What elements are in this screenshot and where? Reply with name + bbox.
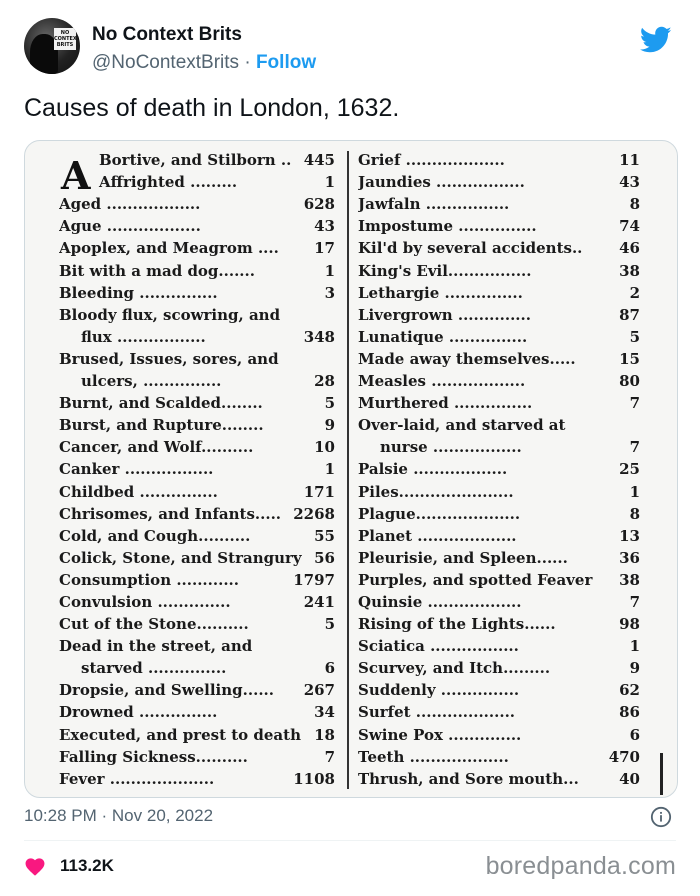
table-row bbox=[59, 412, 335, 434]
table-row bbox=[358, 523, 640, 545]
tweet-date: Nov 20, 2022 bbox=[111, 806, 214, 825]
cause-count: 43 bbox=[619, 173, 640, 192]
twitter-bird-icon[interactable] bbox=[640, 26, 672, 54]
table-row bbox=[358, 589, 640, 611]
table-row bbox=[358, 478, 640, 500]
cause-label: Burst, and Rupture........ bbox=[59, 416, 264, 435]
cause-count: 1 bbox=[629, 637, 640, 656]
table-row bbox=[59, 545, 335, 567]
table-row bbox=[358, 655, 640, 677]
cause-count: 13 bbox=[619, 526, 640, 545]
cause-count: 7 bbox=[629, 592, 640, 611]
avatar-logo: NO CONTEXT BRITS bbox=[54, 30, 80, 48]
cause-label: Burnt, and Scalded........ bbox=[59, 394, 263, 413]
cause-label: Swine Pox .............. bbox=[358, 725, 522, 744]
table-row bbox=[358, 191, 640, 213]
cause-label: Executed, and prest to death bbox=[59, 725, 301, 744]
cause-label: Plague.................... bbox=[358, 504, 521, 523]
cause-count: 18 bbox=[314, 725, 335, 744]
cause-count: 5 bbox=[629, 327, 640, 346]
cause-label: Cold, and Cough.......... bbox=[59, 526, 251, 545]
cause-count: 5 bbox=[324, 615, 335, 634]
table-row bbox=[358, 346, 640, 368]
cause-label: Jawfaln ................ bbox=[358, 195, 510, 214]
cause-count: 11 bbox=[619, 151, 640, 170]
cause-label: flux ................. bbox=[81, 327, 206, 346]
cause-label: Apoplex, and Meagrom .... bbox=[59, 239, 279, 258]
table-row bbox=[59, 501, 335, 523]
table-row bbox=[358, 257, 640, 279]
table-row bbox=[59, 368, 335, 390]
cause-count: 1 bbox=[629, 482, 640, 501]
cause-count: 40 bbox=[619, 769, 640, 788]
cause-count: 348 bbox=[303, 327, 335, 346]
table-row bbox=[59, 766, 335, 788]
cause-count: 628 bbox=[303, 195, 335, 214]
table-row bbox=[358, 412, 640, 434]
cause-count: 1 bbox=[324, 261, 335, 280]
table-row bbox=[358, 699, 640, 721]
cause-label: Made away themselves..... bbox=[358, 349, 576, 368]
cause-label: Palsie .................. bbox=[358, 460, 508, 479]
table-row bbox=[59, 235, 335, 257]
table-row bbox=[59, 257, 335, 279]
cause-count: 28 bbox=[314, 372, 335, 391]
cause-label: Falling Sickness.......... bbox=[59, 747, 248, 766]
table-row bbox=[358, 169, 640, 191]
table-row bbox=[59, 611, 335, 633]
tweet-time: 10:28 PM bbox=[24, 806, 97, 825]
cause-label: Drowned ............... bbox=[59, 703, 218, 722]
cause-count: 38 bbox=[619, 570, 640, 589]
cause-count: 1 bbox=[324, 173, 335, 192]
table-row bbox=[358, 545, 640, 567]
cause-label: Kil'd by several accidents.. bbox=[358, 239, 583, 258]
cause-count: 7 bbox=[324, 747, 335, 766]
cause-label: Ague .................. bbox=[59, 217, 201, 236]
cause-label: Bortive, and Stilborn .. bbox=[99, 151, 292, 170]
cause-label: Sciatica ................. bbox=[358, 637, 519, 656]
cause-label: Lethargie ............... bbox=[358, 283, 523, 302]
cause-label: Childbed ............... bbox=[59, 482, 218, 501]
cause-label: Dropsie, and Swelling...... bbox=[59, 681, 274, 700]
table-row bbox=[358, 235, 640, 257]
cause-label: Dead in the street, and bbox=[59, 637, 253, 656]
divider-line bbox=[24, 840, 676, 841]
table-row bbox=[358, 302, 640, 324]
cause-count: 34 bbox=[314, 703, 335, 722]
table-row bbox=[358, 280, 640, 302]
table-row bbox=[59, 589, 335, 611]
cause-count: 171 bbox=[303, 482, 335, 501]
cause-label: Aged .................. bbox=[59, 195, 201, 214]
table-row bbox=[59, 744, 335, 766]
cause-count: 9 bbox=[629, 659, 640, 678]
table-row bbox=[59, 191, 335, 213]
cause-label: Thrush, and Sore mouth... bbox=[358, 769, 579, 788]
table-row bbox=[358, 633, 640, 655]
cause-label: Over-laid, and starved at bbox=[358, 416, 566, 435]
cause-label: starved ............... bbox=[81, 659, 227, 678]
right-column bbox=[358, 147, 640, 788]
table-row bbox=[59, 456, 335, 478]
table-row bbox=[59, 390, 335, 412]
cause-count: 1108 bbox=[293, 769, 335, 788]
cause-count: 267 bbox=[303, 681, 335, 700]
watermark: boredpanda.com bbox=[485, 852, 676, 880]
table-row bbox=[358, 501, 640, 523]
cause-label: Lunatique ............... bbox=[358, 327, 528, 346]
table-row bbox=[59, 567, 335, 589]
cause-label: Impostume ............... bbox=[358, 217, 537, 236]
left-column bbox=[59, 147, 335, 788]
cause-count: 55 bbox=[314, 526, 335, 545]
cause-count: 56 bbox=[314, 548, 335, 567]
table-row bbox=[59, 655, 335, 677]
tweet-header bbox=[24, 16, 676, 80]
table-row bbox=[358, 434, 640, 456]
table-row bbox=[358, 456, 640, 478]
cause-label: Planet ................... bbox=[358, 526, 517, 545]
account-handle-line bbox=[92, 52, 316, 74]
cause-label: Canker ................. bbox=[59, 460, 214, 479]
cause-label: Scurvey, and Itch......... bbox=[358, 659, 551, 678]
account-name[interactable]: No Context Brits bbox=[92, 24, 242, 45]
table-row bbox=[358, 147, 640, 169]
table-row bbox=[358, 721, 640, 743]
table-row bbox=[59, 677, 335, 699]
cause-label: Jaundies ................. bbox=[358, 173, 525, 192]
cause-label: Cancer, and Wolf.......... bbox=[59, 438, 254, 457]
cause-count: 86 bbox=[619, 703, 640, 722]
table-row bbox=[59, 280, 335, 302]
cause-label: ulcers, ............... bbox=[81, 372, 222, 391]
cause-count: 8 bbox=[629, 195, 640, 214]
table-row bbox=[59, 169, 335, 191]
cause-label: King's Evil................ bbox=[358, 261, 532, 280]
cause-count: 10 bbox=[314, 438, 335, 457]
cause-label: Measles .................. bbox=[358, 372, 526, 391]
table-row bbox=[358, 766, 640, 788]
cause-label: Bit with a mad dog....... bbox=[59, 261, 255, 280]
heart-icon bbox=[24, 856, 46, 876]
cause-count: 62 bbox=[619, 681, 640, 700]
cause-label: Suddenly ............... bbox=[358, 681, 520, 700]
cause-label: Piles...................... bbox=[358, 482, 514, 501]
cause-label: Teeth ................... bbox=[358, 747, 509, 766]
cause-count: 2268 bbox=[293, 504, 335, 523]
cause-label: Quinsie .................. bbox=[358, 592, 522, 611]
account-handle[interactable]: @NoContextBrits bbox=[92, 52, 240, 73]
tweet-text: Causes of death in London, 1632. bbox=[24, 94, 400, 122]
table-row bbox=[59, 478, 335, 500]
column-divider bbox=[347, 151, 349, 789]
table-row bbox=[59, 346, 335, 368]
cause-count: 6 bbox=[629, 725, 640, 744]
cause-count: 1797 bbox=[293, 570, 335, 589]
cause-count: 46 bbox=[619, 239, 640, 258]
table-row bbox=[358, 324, 640, 346]
cause-count: 7 bbox=[629, 394, 640, 413]
cause-label: Pleurisie, and Spleen...... bbox=[358, 548, 568, 567]
table-row bbox=[358, 213, 640, 235]
cause-label: Grief ................... bbox=[358, 151, 505, 170]
table-row bbox=[59, 324, 335, 346]
edge-mark bbox=[660, 753, 663, 795]
cause-label: nurse ................. bbox=[380, 438, 522, 457]
date-separator: · bbox=[101, 806, 108, 825]
cause-count: 9 bbox=[324, 416, 335, 435]
cause-label: Convulsion .............. bbox=[59, 592, 231, 611]
tweet-image[interactable] bbox=[24, 140, 678, 798]
table-row bbox=[358, 390, 640, 412]
cause-count: 241 bbox=[303, 592, 335, 611]
table-row bbox=[59, 434, 335, 456]
cause-count: 2 bbox=[629, 283, 640, 302]
table-row bbox=[59, 699, 335, 721]
cause-count: 15 bbox=[619, 349, 640, 368]
cause-count: 17 bbox=[314, 239, 335, 258]
cause-count: 1 bbox=[324, 460, 335, 479]
cause-count: 98 bbox=[619, 615, 640, 634]
cause-label: Bleeding ............... bbox=[59, 283, 218, 302]
table-row bbox=[59, 147, 335, 169]
drop-cap: A bbox=[61, 153, 91, 198]
cause-label: Surfet ................... bbox=[358, 703, 516, 722]
cause-label: Affrighted ......... bbox=[99, 173, 238, 192]
cause-label: Consumption ............ bbox=[59, 570, 239, 589]
cause-label: Chrisomes, and Infants..... bbox=[59, 504, 282, 523]
cause-label: Cut of the Stone.......... bbox=[59, 615, 249, 634]
cause-count: 36 bbox=[619, 548, 640, 567]
cause-label: Rising of the Lights...... bbox=[358, 615, 556, 634]
cause-label: Fever .................... bbox=[59, 769, 215, 788]
cause-count: 7 bbox=[629, 438, 640, 457]
table-row bbox=[358, 677, 640, 699]
table-row bbox=[59, 523, 335, 545]
cause-count: 80 bbox=[619, 372, 640, 391]
table-row bbox=[59, 633, 335, 655]
cause-count: 470 bbox=[608, 747, 640, 766]
like-button[interactable] bbox=[24, 856, 114, 876]
cause-count: 87 bbox=[619, 305, 640, 324]
cause-count: 38 bbox=[619, 261, 640, 280]
table-row bbox=[358, 567, 640, 589]
table-row bbox=[358, 744, 640, 766]
cause-count: 8 bbox=[629, 504, 640, 523]
table-row bbox=[358, 611, 640, 633]
avatar[interactable] bbox=[24, 18, 80, 74]
cause-count: 43 bbox=[314, 217, 335, 236]
cause-count: 25 bbox=[619, 460, 640, 479]
like-count: 113.2K bbox=[60, 856, 114, 875]
table-row bbox=[59, 302, 335, 324]
cause-count: 5 bbox=[324, 394, 335, 413]
cause-count: 6 bbox=[324, 659, 335, 678]
follow-button[interactable]: Follow bbox=[255, 52, 317, 73]
cause-count: 3 bbox=[324, 283, 335, 302]
table-row bbox=[59, 721, 335, 743]
cause-label: Colick, Stone, and Strangury bbox=[59, 548, 302, 567]
table-row bbox=[358, 368, 640, 390]
cause-count: 74 bbox=[619, 217, 640, 236]
cause-label: Livergrown .............. bbox=[358, 305, 531, 324]
cause-count: 445 bbox=[303, 151, 335, 170]
info-icon[interactable] bbox=[650, 806, 672, 828]
table-row bbox=[59, 213, 335, 235]
cause-label: Purples, and spotted Feaver bbox=[358, 570, 593, 589]
handle-separator: · bbox=[244, 52, 251, 73]
cause-label: Murthered ............... bbox=[358, 394, 533, 413]
cause-label: Bloody flux, scowring, and bbox=[59, 305, 281, 324]
cause-label: Brused, Issues, sores, and bbox=[59, 349, 279, 368]
tweet-timestamp[interactable] bbox=[24, 806, 213, 826]
